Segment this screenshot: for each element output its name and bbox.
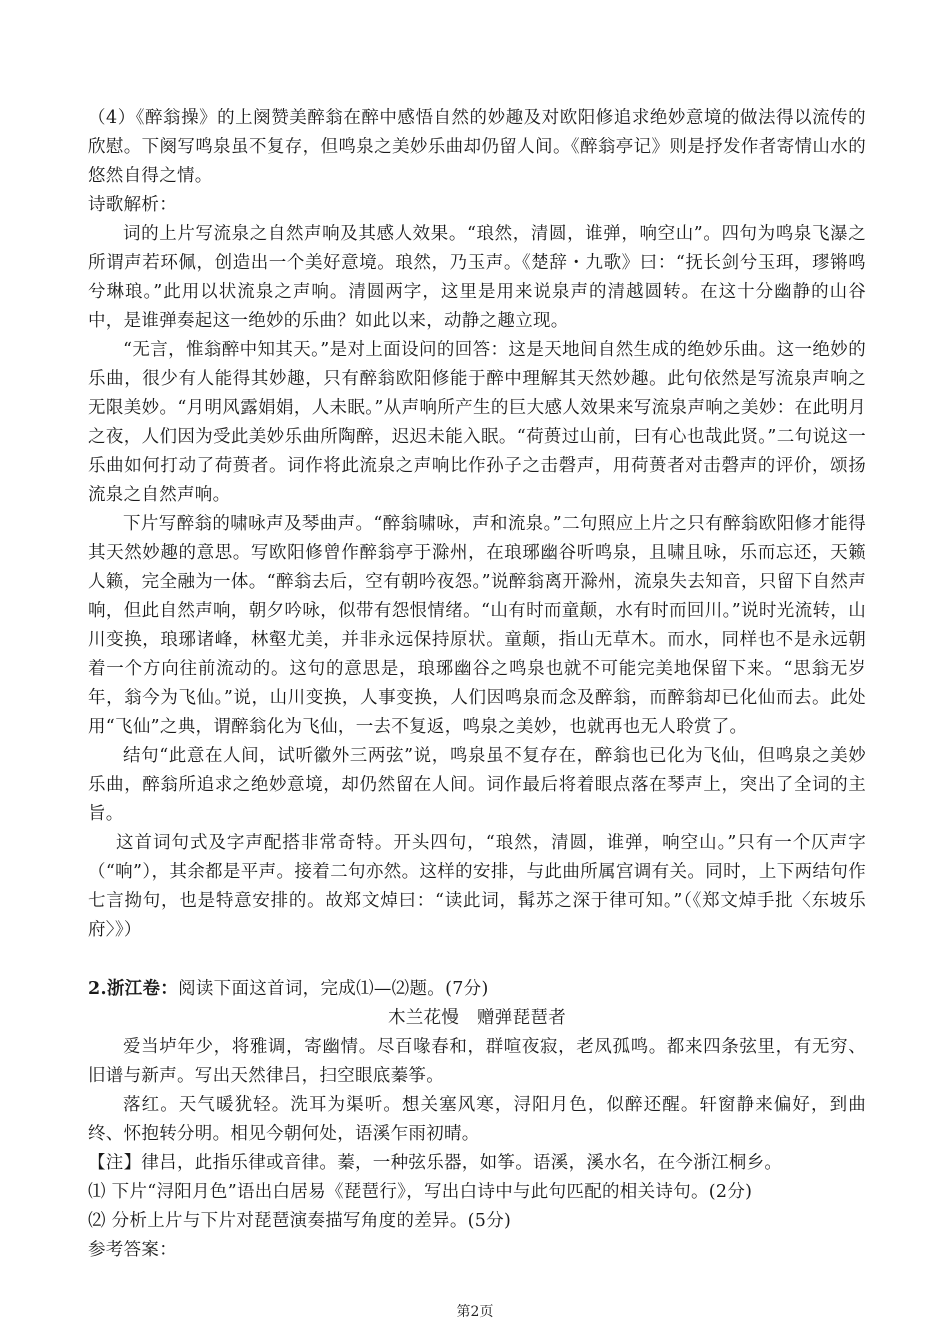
answer-label: 参考答案：	[88, 1240, 177, 1260]
heading-poem-analysis: 诗歌解析：	[88, 195, 177, 215]
question-2-header	[88, 975, 866, 1004]
poem-note: 【注】律吕，此指乐律或音律。蓁，一种弦乐器，如筝。语溪，溪水名，在今浙江桐乡。	[88, 1153, 783, 1173]
question-2-sub-2: ⑵ 分析上片与下片对琵琶演奏描写角度的差异。(5分)	[88, 1211, 512, 1231]
paragraph-analysis-5: 这首词句式及字声配搭非常奇特。开头四句，“琅然，清圆，谁弹，响空山。”只有一个仄声字（“响”），其余都是平声。接着二句亦然。这样的安排，与此曲所属宫调有关。同时，上下两结句作七言拗句，也是特意安排的。故郑文焯曰：“读此词，髯苏之深于律可知。”（《郑文焯手批〈东坡乐府〉》）	[88, 833, 866, 940]
page-number: 第2页	[456, 1304, 494, 1320]
poem-stanza-1: 爱当垆年少，将雅调，寄幽情。尽百喙春和，群喧夜寂，老凤孤鸣。都来四条弦里，有无穷、旧谱与新声。写出天然律吕，扫空眼底蓁筝。	[88, 1037, 866, 1086]
paragraph-analysis-3: 下片写醉翁的啸咏声及琴曲声。“醉翁啸咏，声和流泉。”二句照应上片之只有醉翁欧阳修才能得其天然妙趣的意思。写欧阳修曾作醉翁亭于滁州，在琅琊幽谷听鸣泉，且啸且咏，乐而忘还，天籁人籁，完全融为一体。“醉翁去后，空有朝吟夜怨。”说醉翁离开滁州，流泉失去知音，只留下自然声响，但此自然声响，朝夕吟咏，似带有怨恨情绪。“山有时而童颠，水有时而回川。”说时光流转，山川变换，琅琊诸峰，林壑尤美，并非永远保持原状。童颠，指山无草木。而水，同样也不是永远朝着一个方向往前流动的。这句的意思是，琅琊幽谷之鸣泉也就不可能完美地保留下来。“思翁无岁年，翁今为飞仙。”说，山川变换，人事变换，人们因鸣泉而念及醉翁，而醉翁却已化仙而去。此处用“飞仙”之典，谓醉翁化为飞仙，一去不复返，鸣泉之美妙，也就再也无人聆赏了。	[88, 514, 866, 737]
section-spacer	[88, 945, 866, 975]
paragraph-analysis-1: 词的上片写流泉之自然声响及其感人效果。“琅然，清圆，谁弹，响空山”。四句为鸣泉飞瀑之所谓声若环佩，创造出一个美好意境。琅然，乃玉声。《楚辞・九歌》曰：“抚长剑兮玉珥，璆锵鸣兮琳琅。”此用以状流泉之声响。清圆两字，这里是用来说泉声的清越圆转。在这十分幽静的山谷中，是谁弹奏起这一绝妙的乐曲？如此以来，动静之趣立现。	[88, 224, 866, 331]
paragraph-analysis-2: “无言，惟翁醉中知其天。”是对上面设问的回答：这是天地间自然生成的绝妙乐曲。这一绝妙的乐曲，很少有人能得其妙趣，只有醉翁欧阳修能于醉中理解其天然妙趣。此句依然是写流泉声响之无限美妙。“月明风露娟娟，人未眠。”从声响所产生的巨大感人效果来写流泉声响之美妙：在此明月之夜，人们因为受此美妙乐曲所陶醉，迟迟未能入眠。“荷蒉过山前，曰有心也哉此贤。”二句说这一乐曲如何打动了荷蒉者。词作将此流泉之声响比作孙子之击磬声，用荷蒉者对击磬声的评价，颂扬流泉之自然声响。	[88, 340, 866, 505]
question-2-sub-1: ⑴ 下片“浔阳月色”语出白居易《琵琶行》，写出白诗中与此句匹配的相关诗句。(2分)	[88, 1182, 753, 1202]
poem-stanza-2: 落红。天气暖犹轻。洗耳为渠听。想关塞风寒，浔阳月色，似醉还醒。轩窗静来偏好，到曲终、怀抱转分明。相见今朝何处，语溪乍雨初晴。	[88, 1095, 866, 1144]
document-body	[88, 104, 866, 1265]
question-2-label: 2.浙江卷：	[88, 979, 179, 999]
question-2-prompt: 阅读下面这首词，完成⑴—⑵题。(7分)	[178, 979, 489, 999]
poem-title: 木兰花慢 赠弹琵琶者	[388, 1008, 566, 1028]
paragraph-answer-4: （4）《醉翁操》的上阕赞美醉翁在醉中感悟自然的妙趣及对欧阳修追求绝妙意境的做法得以流传的欣慰。下阕写鸣泉虽不复存，但鸣泉之美妙乐曲却仍留人间。《醉翁亭记》则是抒发作者寄情山水的悠然自得之情。	[88, 108, 866, 186]
paragraph-analysis-4: 结句“此意在人间，试听徽外三两弦”说，鸣泉虽不复存在，醉翁也已化为飞仙，但鸣泉之美妙乐曲，醉翁所追求之绝妙意境，却仍然留在人间。词作最后将着眼点落在琴声上，突出了全词的主旨。	[88, 746, 866, 824]
